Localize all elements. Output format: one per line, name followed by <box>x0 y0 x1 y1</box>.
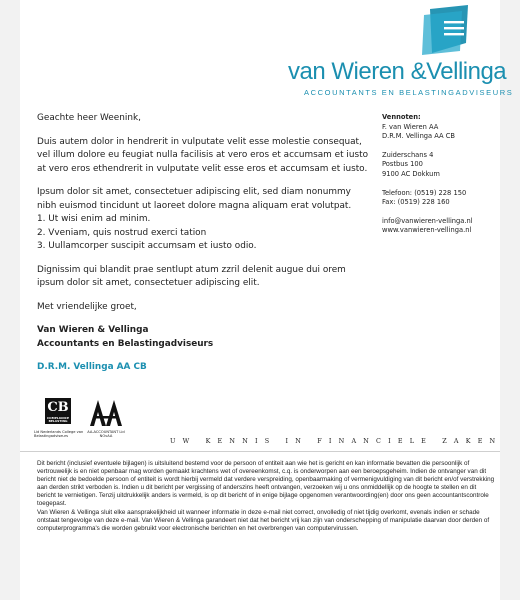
paragraph-1: Duis autem dolor in hendrerit in vulputate velit esse molestie consequat, vel illum dolore eu feugiat nulla facilisis at vero eros et accumsam et iusto at vero eros ethendrerit in vulputate velit esse eros et accumsam et iusto. <box>37 136 369 174</box>
cb-badge-caption: Lid Nederlands College van Belastingadviseurs <box>34 430 84 439</box>
phone-line: Telefoon: (0519) 228 150 <box>382 188 467 197</box>
address-line: Zuiderschans 4 <box>382 150 434 159</box>
closing: Met vriendelijke groet, <box>37 301 137 312</box>
contact-sidebar <box>382 113 502 236</box>
email-link[interactable]: info@vanwieren-vellinga.nl <box>382 216 473 225</box>
address-line: Postbus 100 <box>382 160 423 169</box>
partners-label: Vennoten: <box>382 113 421 121</box>
company-subtitle: Accountants en Belastingadviseurs <box>37 338 214 349</box>
disclaimer-paragraph-1: Dit bericht (inclusief eventuele bijlagen) is uitsluitend bestemd voor de persoon of entiteit aan wie het is gericht en kan informatie bevatten die persoonlijk of vertrouwelijk is en niet openbaar mag worden gemaakt krachtens wet of overeenkomst, c.q. is onderworpen aan een beroepsgeheim. Indien de ontvanger van dit bericht niet de bedoelde persoon of entiteit is wordt hierbij vermeld dat verdere verspreiding, openbaarmaking of vermenigvuldiging van dit bericht en/of verstrekking aan derden strikt verboden is. Indien u dit bericht per vergissing of anderszins heeft ontvangen, verzoeken wij u ons onmiddellijk op de hoogte te stellen en dit bericht te vernietigen. Tenzij uitdrukkelijk anders is vermeld, is op dit bericht of in enige bijlage opgenomen verantwoording(en) door ons geen accountantscontrole toegepast. <box>37 460 495 508</box>
disclaimer <box>37 460 495 533</box>
list-item: 2. Vveniam, quis nostrud exerci tation <box>37 227 207 238</box>
divider <box>20 451 500 452</box>
cb-badge-letters: CB <box>47 400 69 415</box>
company-name: Van Wieren & Vellinga <box>37 325 149 335</box>
logo-wordmark: van Wieren &Vellinga <box>288 58 507 85</box>
logo-mark-icon <box>420 5 472 55</box>
greeting: Geachte heer Weenink, <box>37 113 141 123</box>
tagline: UW KENNIS IN FINANCIELE ZAKEN <box>170 437 503 445</box>
partner-name: D.R.M. Vellinga AA CB <box>382 132 455 141</box>
company-signature <box>37 324 372 351</box>
list-item: 3. Uullamcorper suscipit accumsam et iusto odio. <box>37 241 257 251</box>
logo-subtitle: ACCOUNTANTS EN BELASTINGADVISEURS <box>304 88 514 97</box>
website-link[interactable]: www.vanwieren-vellinga.nl <box>382 226 472 235</box>
address-line: 9100 AC Dokkum <box>382 169 440 178</box>
signatory-name: D.R.M. Vellinga AA CB <box>37 362 147 372</box>
email-body <box>20 0 514 600</box>
paragraph-3: Dignissim qui blandit prae sentlupt atum zzril delenit augue dui orem ipsum dolor sit amet, consectetuer adipiscing elit. <box>37 264 346 288</box>
letter-content <box>37 112 372 375</box>
aa-badge-icon <box>89 398 123 428</box>
list-item: 1. Ut wisi enim ad minim. <box>37 214 151 224</box>
cb-badge-small: COMPLIANCE BELASTING <box>46 416 70 423</box>
aa-badge-caption: AA-ACCOUNTANT Lid NOvAA <box>87 430 125 439</box>
disclaimer-paragraph-2: Van Wieren & Vellinga sluit elke aansprakelijkheid uit wanneer informatie in deze e-mail niet correct, onvolledig of niet tijdig overkomt, evenals indien er schade ontstaat tengevolge van deze e-mail. Van Wieren & Vellinga garandeert niet dat het bericht vrij kan zijn van onderschepping of manipulatie daarvan door derden of computerprogramma's die worden gebruikt voor electronische berichten en het overbrengen van computervirussen. <box>37 508 490 532</box>
partner-name: F. van Wieren AA <box>382 122 439 131</box>
paragraph-2: Ipsum dolor sit amet, consectetuer adipiscing elit, sed diam nonummy nibh euismod tincidunt ut laoreet dolore magna aliquam erat volutpat. <box>37 187 352 211</box>
cb-badge-icon <box>45 398 71 424</box>
fax-line: Fax: (0519) 228 160 <box>382 198 450 207</box>
